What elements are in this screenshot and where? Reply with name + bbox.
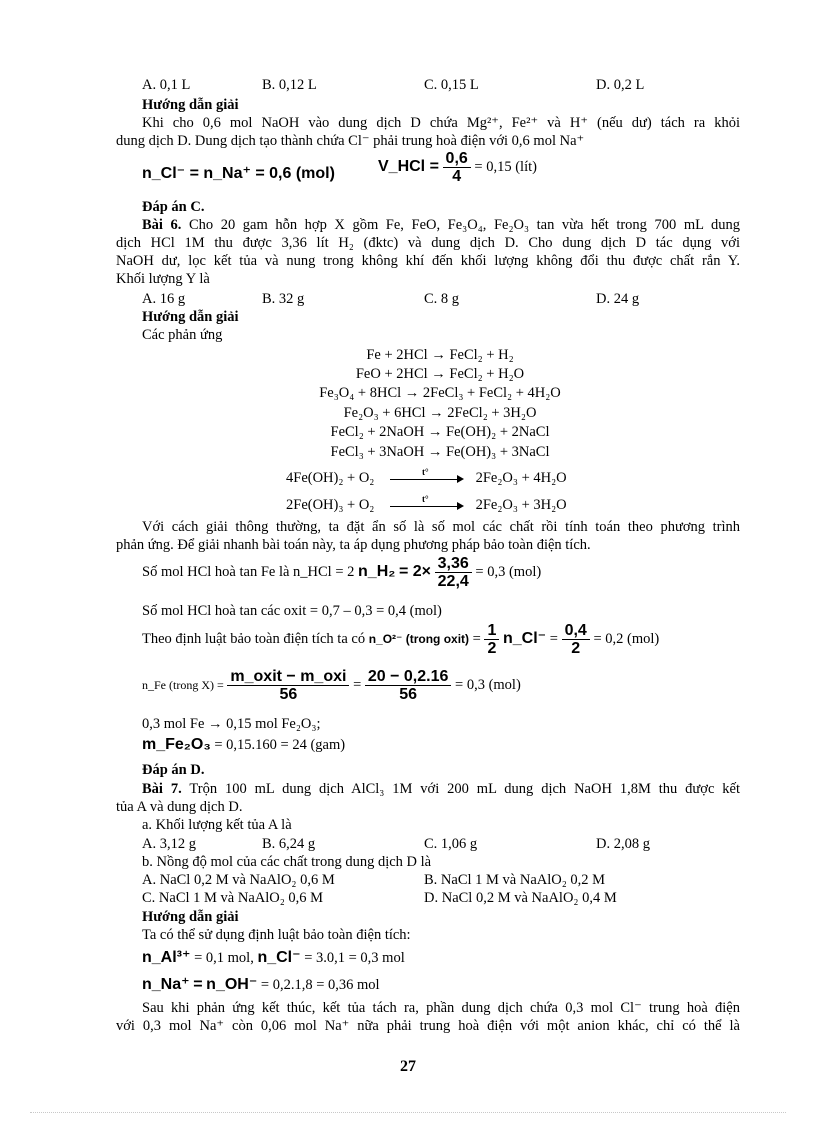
q7-eq-sign: = (193, 976, 203, 993)
q7-b-option-c: C. NaCl 1 M và NaAlO₂ 0,6 M (142, 890, 324, 906)
q5-v-label: V_HCl = (378, 157, 439, 175)
q7-title: Bài 7. (142, 781, 182, 797)
q6-calc4-frac2 (365, 668, 452, 703)
q7-stem-text1: Trộn 100 mL dung dịch AlCl₃ 1M với 200 mL dung dịch NaOH 1,8M thu được kết (189, 781, 741, 797)
q7-a-option-a: A. 3,12 g (142, 836, 196, 852)
q6-option-a: A. 16 g (142, 291, 186, 307)
q5-option-b: B. 0,12 L (262, 77, 317, 93)
q6-stem-text1: Cho 20 gam hỗn hợp X gồm Fe, FeO, Fe₃O₄, Fe₂O₃ tan vừa hết trong 700 mL dung (188, 217, 740, 233)
q6-calc3-frac2-den: 2 (571, 640, 581, 657)
q7-stem-line1 (142, 781, 740, 798)
q6-calc3: Theo định luật bảo toàn điện tích ta có n_O²⁻ (trong oxit) = $\frac{1}{2}$ n_Cl⁻ = $\frac{0,4}{2}$ = 0,2 (mol) (142, 622, 660, 657)
q6-stem-line4: Khối lượng Y là (116, 271, 210, 287)
q6-calc4-label: n_Fe (trong X) = (142, 677, 224, 692)
q6-reaction-1: Fe + 2HCl → FeCl₂ + H₂ (366, 347, 514, 363)
q6-option-b: B. 32 g (262, 291, 305, 307)
q6-guide-heading: Hướng dẫn giải (142, 309, 239, 325)
q5-option-c: C. 0,15 L (424, 77, 479, 93)
q6-calc4-frac1-num: m_oxit − m_oxi (227, 668, 349, 686)
q6-stem-line2: dịch HCl 1M thu được 3,36 lít H₂ (đktc) và dung dịch D. Cho dung dịch D tác dụng với (116, 235, 740, 251)
heat-symbol: t° (421, 466, 429, 477)
q6-calc1-fraction (435, 555, 472, 590)
q7-stem-line2: tủa A và dung dịch D. (116, 799, 243, 815)
q5-option-a: A. 0,1 L (142, 77, 191, 93)
q7-n-cl: n_Cl⁻ (257, 949, 301, 966)
q6-reaction-2: FeO + 2HCl → FeCl₂ + H₂O (355, 366, 525, 382)
q7-guide-heading: Hướng dẫn giải (142, 909, 239, 925)
q6-calc3-frac2-num: 0,4 (562, 622, 590, 640)
q7-n-al: n_Al³⁺ (142, 949, 191, 966)
q6-reaction-5: FeCl₂ + 2NaOH → Fe(OH)₂ + 2NaCl (330, 424, 550, 440)
q6-calc3-frac1-num: 1 (484, 622, 499, 640)
q5-option-d: D. 0,2 L (596, 77, 645, 93)
q5-text-line1: Khi cho 0,6 mol NaOH vào dung dịch D chứa Mg²⁺, Fe²⁺ và H⁺ (nếu dư) tách ra khỏi (142, 115, 740, 131)
q6-reaction-3: Fe₃O₄ + 8HCl → 2FeCl₃ + FeCl₂ + 4H₂O (319, 385, 561, 401)
q7-n-al-val: = 0,1 mol, (194, 950, 254, 966)
q5-v-fraction (443, 150, 471, 185)
q5-v-den: 4 (452, 168, 462, 185)
q7-a-option-b: B. 6,24 g (262, 836, 316, 852)
q6-title: Bài 6. (142, 217, 182, 233)
q6-calc3-frac1-den: 2 (487, 640, 497, 657)
q6-calc1-den: 22,4 (437, 573, 469, 590)
q6-calc3-no: n_O²⁻ (trong oxit) (368, 631, 470, 646)
q6-calc3-frac2 (562, 622, 590, 657)
q6-para-line2: phản ứng. Để giải nhanh bài toán này, ta áp dụng phương pháp bảo toàn điện tích. (116, 537, 591, 553)
q5-answer: Đáp án C. (142, 199, 205, 215)
q6-reactions-heading: Các phản ứng (142, 327, 223, 343)
q6-reaction-8-left: 2Fe(OH)₃ + O₂ (286, 497, 375, 513)
page-number: 27 (400, 1058, 416, 1075)
q6-calc3-frac1 (484, 622, 499, 657)
q7-b-option-a: A. NaCl 0,2 M và NaAlO₂ 0,6 M (142, 872, 335, 888)
q7-guide-line1: Ta có thể sử dụng định luật bảo toàn điện tích: (142, 927, 411, 943)
q6-calc1-num: 3,36 (435, 555, 472, 573)
q5-guide-heading: Hướng dẫn giải (142, 97, 239, 113)
q5-v-result: = 0,15 (lít) (474, 158, 537, 175)
q6-stem-line1 (142, 217, 740, 234)
q6-option-c: C. 8 g (424, 291, 460, 307)
q6-calc3-ncl: n_Cl⁻ (503, 629, 547, 647)
q6-stem-line3: NaOH dư, lọc kết tủa và nung trong không khí đến khối lượng không đổi thu được chất rắn Y. (116, 253, 740, 269)
footer-divider (30, 1112, 786, 1113)
q7-part-b: b. Nồng độ mol của các chất trong dung dịch D là (142, 854, 432, 870)
q5-text-line2: dung dịch D. Dung dịch tạo thành chứa Cl⁻ phải trung hoà điện với 0,6 mol Na⁺ (116, 133, 585, 149)
q6-calc1 (142, 555, 541, 590)
q6-reaction-8 (286, 493, 567, 514)
q6-calc4-frac2-num: 20 − 0,2.16 (365, 668, 452, 686)
q7-b-option-d: D. NaCl 0,2 M và NaAlO₂ 0,4 M (424, 890, 617, 906)
q7-n-cl-val: = 3.0,1 = 0,3 mol (304, 950, 405, 966)
q5-equation-ncl: n_Cl⁻ = n_Na⁺ = 0,6 (mol) (142, 165, 335, 182)
q7-part-a: a. Khối lượng kết tủa A là (142, 817, 292, 833)
q6-calc1-nh2: n_H₂ (358, 562, 396, 580)
q6-reaction-7 (286, 466, 567, 487)
q6-calc4-frac2-den: 56 (399, 686, 418, 703)
q7-a-option-d: D. 2,08 g (596, 836, 650, 852)
heat-symbol: t° (421, 493, 429, 504)
q6-reaction-7-left: 4Fe(OH)₂ + O₂ (286, 470, 375, 486)
q6-calc6-m: m_Fe₂O₃ (142, 736, 211, 753)
heat-arrow-icon (390, 493, 464, 512)
q6-calc2: Số mol HCl hoà tan các oxit = 0,7 – 0,3 = 0,4 (mol) (142, 603, 442, 619)
q6-calc5: 0,3 mol Fe → 0,15 mol Fe₂O₃; (142, 716, 321, 732)
q7-para-line2: với 0,3 mol Na⁺ còn 0,06 mol Na⁺ nữa phải trung hoà điện với một anion khác, chỉ có thể là (116, 1018, 740, 1034)
q7-b-option-b: B. NaCl 1 M và NaAlO₂ 0,2 M (424, 872, 606, 888)
q6-calc4: n_Fe (trong X) = $\frac{\text{m\_oxit − m\_oxi}}{56}$ = $\frac{20 - 0,2.16}{56}$ = 0,3 (mol) (142, 668, 521, 703)
q6-answer: Đáp án D. (142, 762, 205, 778)
q6-reaction-6: FeCl₃ + 3NaOH → Fe(OH)₃ + 3NaCl (330, 444, 550, 460)
q6-calc6-rest: = 0,15.160 = 24 (gam) (214, 737, 346, 753)
q7-para-line1: Sau khi phản ứng kết thúc, kết tủa tách ra, phần dung dịch chứa 0,3 mol Cl⁻ trung hoà điện (142, 1000, 740, 1016)
q5-equation-v (378, 150, 537, 185)
q5-v-num: 0,6 (443, 150, 471, 168)
q6-calc3-text: Theo định luật bảo toàn điện tích ta có (142, 630, 366, 647)
q6-option-d: D. 24 g (596, 291, 640, 307)
q7-guide-line3 (142, 976, 380, 994)
q7-n-na: n_Na⁺ (142, 976, 190, 993)
q7-guide-line2 (142, 949, 405, 967)
q6-calc4-frac1 (227, 668, 349, 703)
q7-a-option-c: C. 1,06 g (424, 836, 478, 852)
q6-reaction-7-right: 2Fe₂O₃ + 4H₂O (475, 470, 567, 486)
q6-calc1-result: = 0,3 (mol) (475, 563, 542, 580)
q6-calc4-frac1-den: 56 (279, 686, 298, 703)
q6-calc4-result: = 0,3 (mol) (455, 676, 521, 693)
heat-arrow-icon (390, 466, 464, 485)
q6-calc1-text: Số mol HCl hoà tan Fe là n_HCl = 2 (142, 563, 355, 580)
q7-n-oh-val: = 0,2.1,8 = 0,36 mol (260, 977, 380, 993)
q6-reaction-4: Fe₂O₃ + 6HCl → 2FeCl₂ + 3H₂O (343, 405, 537, 421)
q6-para-line1: Với cách giải thông thường, ta đặt ẩn số là số mol các chất rồi tính toán theo phương trình (142, 519, 740, 535)
q6-calc1-mult: = 2× (398, 562, 432, 580)
q6-reaction-8-right: 2Fe₂O₃ + 3H₂O (475, 497, 567, 513)
q6-calc3-result: = 0,2 (mol) (593, 630, 660, 647)
q6-calc6 (142, 736, 345, 754)
q7-n-oh: n_OH⁻ (206, 976, 258, 993)
